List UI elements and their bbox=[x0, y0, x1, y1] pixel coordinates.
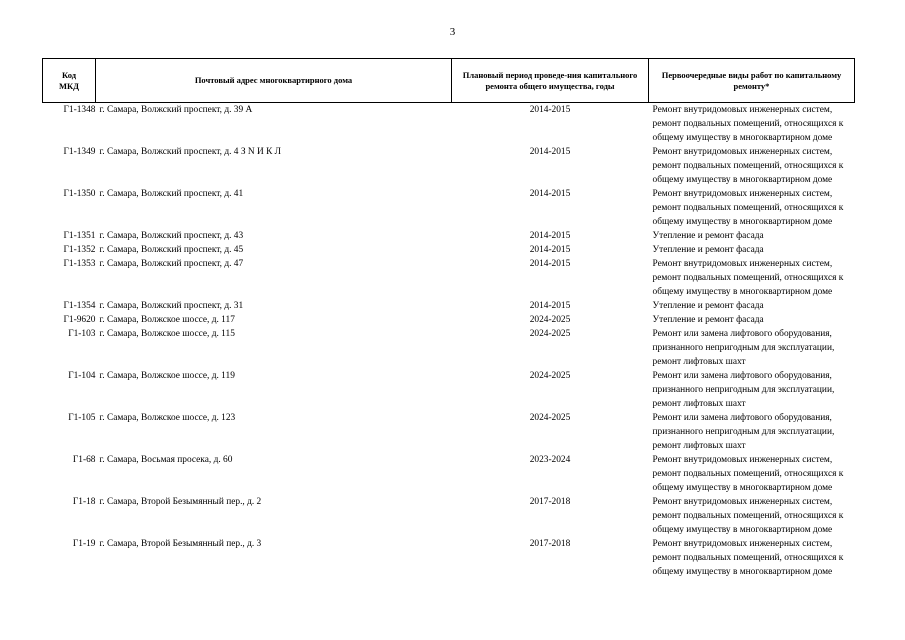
works-line: Ремонт внутридомовых инженерных систем, bbox=[652, 539, 833, 549]
table-row bbox=[43, 327, 855, 369]
table-row bbox=[43, 145, 855, 187]
header-period: Плановый период проведе-ния капитального ремонта общего имущества, годы bbox=[452, 59, 649, 103]
works-line: ремонт лифтовых шахт bbox=[652, 399, 746, 409]
works-line: общему имуществу в многоквартирном доме bbox=[652, 175, 833, 185]
priority-works bbox=[649, 229, 855, 243]
works-line: признанного непригодным для эксплуатации, bbox=[652, 343, 835, 353]
works-line: признанного непригодным для эксплуатации, bbox=[652, 427, 835, 437]
postal-address: г. Самара, Волжское шоссе, д. 115 bbox=[99, 329, 235, 339]
priority-works bbox=[649, 299, 855, 313]
mkd-code: Г1-18 bbox=[72, 497, 96, 507]
works-line: ремонт лифтовых шахт bbox=[652, 357, 746, 367]
mkd-code: Г1-1351 bbox=[63, 231, 96, 241]
works-line: Утепление и ремонт фасада bbox=[652, 245, 764, 255]
mkd-code: Г1-1354 bbox=[63, 301, 96, 311]
repair-period: 2014-2015 bbox=[529, 147, 571, 157]
postal-address: г. Самара, Волжский проспект, д. 31 bbox=[99, 301, 244, 311]
works-line: Ремонт или замена лифтового оборудования, bbox=[652, 329, 832, 339]
postal-address: г. Самара, Волжское шоссе, д. 123 bbox=[99, 413, 236, 423]
works-line: ремонт подвальных помещений, относящихся к bbox=[652, 161, 844, 171]
table-row bbox=[43, 187, 855, 229]
priority-works bbox=[649, 145, 855, 187]
works-line: Ремонт внутридомовых инженерных систем, bbox=[652, 455, 833, 465]
priority-works bbox=[649, 103, 855, 146]
works-line: Утепление и ремонт фасада bbox=[652, 301, 764, 311]
priority-works bbox=[649, 243, 855, 257]
repair-period: 2024-2025 bbox=[529, 329, 571, 339]
capital-repair-table bbox=[42, 58, 855, 579]
priority-works bbox=[649, 187, 855, 229]
works-line: общему имуществу в многоквартирном доме bbox=[652, 483, 833, 493]
postal-address: г. Самара, Второй Безымянный пер., д. 3 bbox=[99, 539, 262, 549]
works-line: общему имуществу в многоквартирном доме bbox=[652, 217, 833, 227]
postal-address: г. Самара, Восьмая просека, д. 60 bbox=[99, 455, 233, 465]
table-row bbox=[43, 299, 855, 313]
header-address: Почтовый адрес многоквартирного дома bbox=[96, 59, 452, 103]
postal-address: г. Самара, Второй Безымянный пер., д. 2 bbox=[99, 497, 262, 507]
works-line: ремонт лифтовых шахт bbox=[652, 441, 746, 451]
works-line: общему имуществу в многоквартирном доме bbox=[652, 133, 833, 143]
table-row bbox=[43, 257, 855, 299]
mkd-code: Г1-105 bbox=[68, 413, 96, 423]
works-line: общему имуществу в многоквартирном доме bbox=[652, 567, 833, 577]
priority-works bbox=[649, 369, 855, 411]
mkd-code: Г1-1352 bbox=[63, 245, 96, 255]
mkd-code: Г1-9620 bbox=[63, 315, 96, 325]
table-header bbox=[43, 59, 855, 103]
works-line: Утепление и ремонт фасада bbox=[652, 315, 764, 325]
works-line: Ремонт внутридомовых инженерных систем, bbox=[652, 189, 833, 199]
priority-works bbox=[649, 537, 855, 579]
works-line: ремонт подвальных помещений, относящихся к bbox=[652, 511, 844, 521]
postal-address: г. Самара, Волжское шоссе, д. 119 bbox=[99, 371, 235, 381]
works-line: общему имуществу в многоквартирном доме bbox=[652, 525, 833, 535]
works-line: Ремонт внутридомовых инженерных систем, bbox=[652, 105, 833, 115]
works-line: Ремонт или замена лифтового оборудования, bbox=[652, 371, 832, 381]
table-body bbox=[43, 103, 855, 580]
postal-address: г. Самара, Волжский проспект, д. 45 bbox=[99, 245, 244, 255]
works-line: ремонт подвальных помещений, относящихся к bbox=[652, 273, 844, 283]
postal-address: г. Самара, Волжский проспект, д. 47 bbox=[99, 259, 244, 269]
table-row bbox=[43, 411, 855, 453]
repair-period: 2014-2015 bbox=[529, 301, 571, 311]
works-line: ремонт подвальных помещений, относящихся к bbox=[652, 469, 844, 479]
repair-period: 2023-2024 bbox=[529, 455, 571, 465]
priority-works bbox=[649, 453, 855, 495]
works-line: ремонт подвальных помещений, относящихся к bbox=[652, 203, 844, 213]
mkd-code: Г1-1349 bbox=[63, 147, 96, 157]
repair-period: 2014-2015 bbox=[529, 231, 571, 241]
mkd-code: Г1-103 bbox=[68, 329, 96, 339]
works-line: ремонт подвальных помещений, относящихся к bbox=[652, 553, 844, 563]
repair-period: 2014-2015 bbox=[529, 189, 571, 199]
mkd-code: Г1-1350 bbox=[63, 189, 96, 199]
postal-address: г. Самара, Волжский проспект, д. 43 bbox=[99, 231, 244, 241]
mkd-code: Г1-68 bbox=[72, 455, 96, 465]
postal-address: г. Самара, Волжский проспект, д. 39 А bbox=[99, 105, 253, 115]
priority-works bbox=[649, 327, 855, 369]
table-row bbox=[43, 243, 855, 257]
repair-period: 2017-2018 bbox=[529, 539, 571, 549]
table-row bbox=[43, 103, 855, 146]
priority-works bbox=[649, 495, 855, 537]
repair-period: 2024-2025 bbox=[529, 315, 571, 325]
repair-period: 2017-2018 bbox=[529, 497, 571, 507]
postal-address: г. Самара, Волжский проспект, д. 4 З N И К Л bbox=[99, 147, 282, 157]
works-line: Ремонт внутридомовых инженерных систем, bbox=[652, 497, 833, 507]
priority-works bbox=[649, 411, 855, 453]
table-row bbox=[43, 495, 855, 537]
mkd-code: Г1-1353 bbox=[63, 259, 96, 269]
works-line: Ремонт внутридомовых инженерных систем, bbox=[652, 259, 833, 269]
mkd-code: Г1-1348 bbox=[63, 105, 96, 115]
repair-period: 2024-2025 bbox=[529, 413, 571, 423]
repair-period: 2014-2015 bbox=[529, 259, 571, 269]
repair-period: 2024-2025 bbox=[529, 371, 571, 381]
works-line: Ремонт внутридомовых инженерных систем, bbox=[652, 147, 833, 157]
works-line: ремонт подвальных помещений, относящихся к bbox=[652, 119, 844, 129]
table-row bbox=[43, 369, 855, 411]
table-row bbox=[43, 453, 855, 495]
header-code: Код МКД bbox=[43, 59, 96, 103]
table-row bbox=[43, 537, 855, 579]
postal-address: г. Самара, Волжский проспект, д. 41 bbox=[99, 189, 244, 199]
works-line: общему имуществу в многоквартирном доме bbox=[652, 287, 833, 297]
mkd-code: Г1-19 bbox=[72, 539, 96, 549]
table-row bbox=[43, 313, 855, 327]
page-number: 3 bbox=[449, 26, 456, 38]
priority-works bbox=[649, 313, 855, 327]
priority-works bbox=[649, 257, 855, 299]
repair-period: 2014-2015 bbox=[529, 105, 571, 115]
mkd-code: Г1-104 bbox=[68, 371, 96, 381]
table-row bbox=[43, 229, 855, 243]
works-line: Ремонт или замена лифтового оборудования, bbox=[652, 413, 832, 423]
works-line: признанного непригодным для эксплуатации, bbox=[652, 385, 835, 395]
repair-period: 2014-2015 bbox=[529, 245, 571, 255]
postal-address: г. Самара, Волжское шоссе, д. 117 bbox=[99, 315, 235, 325]
header-works: Первоочередные виды работ по капитальному ремонту* bbox=[649, 59, 855, 103]
works-line: Утепление и ремонт фасада bbox=[652, 231, 764, 241]
